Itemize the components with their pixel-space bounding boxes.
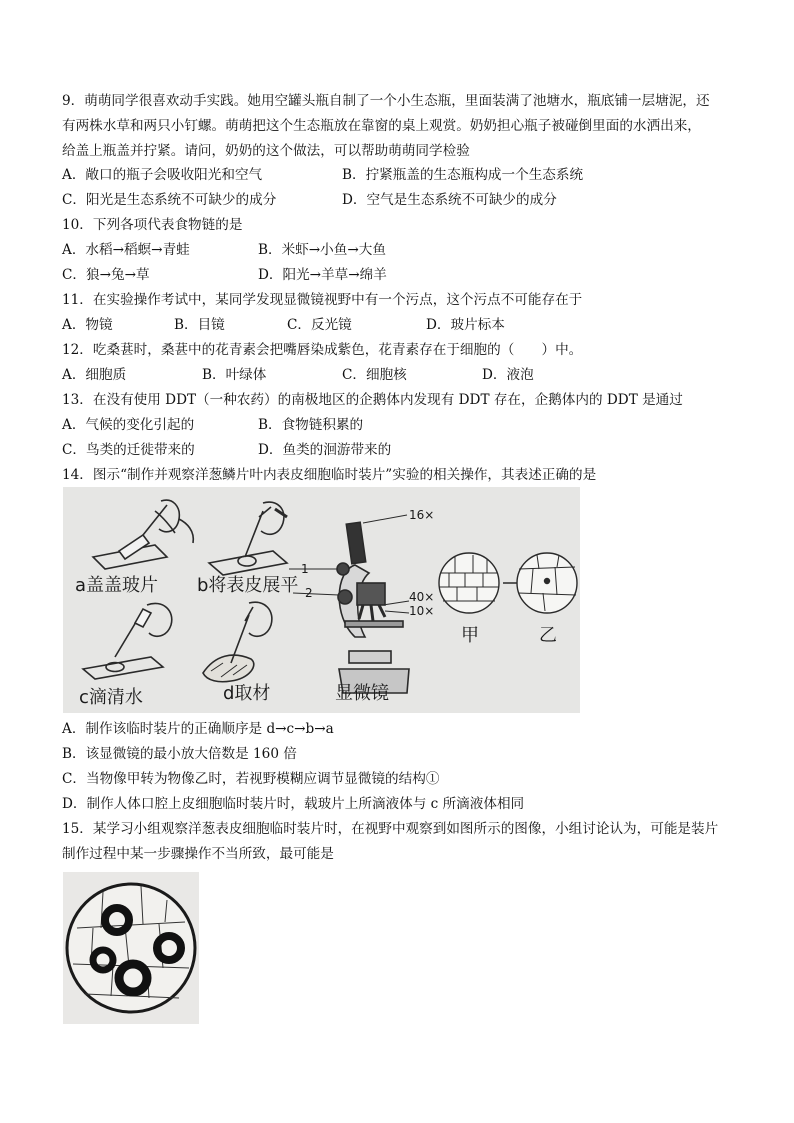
eyepiece-magnification: 16× xyxy=(409,508,435,522)
q15-stem-line-2: 制作过程中某一步骤操作不当所致，最可能是 xyxy=(62,846,334,862)
q14-option-c: C．当物像甲转为物像乙时，若视野模糊应调节显微镜的结构① xyxy=(62,771,440,787)
step-a-label: a盖盖玻片 xyxy=(75,575,159,596)
microscope-field-figure xyxy=(63,872,199,1024)
q10-option-c: C．狼→兔→草 xyxy=(62,267,150,283)
view-yi-illustration xyxy=(517,553,577,613)
step-c-label: c滴清水 xyxy=(79,687,143,708)
q13-stem: 13．在没有使用 DDT（一种农药）的南极地区的企鹅体内发现有 DDT 存在，企鹅体内的 DDT 是通过 xyxy=(62,392,683,408)
objective-40x-label: 40× xyxy=(409,590,435,604)
microscope-mark-2: 2 xyxy=(305,586,313,600)
q11-stem: 11．在实验操作考试中，某同学发现显微镜视野中有一个污点，这个污点不可能存在于 xyxy=(62,292,583,308)
view-jia-label: 甲 xyxy=(461,625,479,646)
q13-option-b: B．食物链积累的 xyxy=(258,417,364,433)
view-yi-label: 乙 xyxy=(539,625,557,646)
slide-preparation-figure xyxy=(63,487,580,713)
q12-option-d: D．液泡 xyxy=(482,367,534,383)
q12-option-a: A．细胞质 xyxy=(62,367,127,383)
step-a-illustration xyxy=(93,500,193,569)
q9-stem-line-1: 9．萌萌同学很喜欢动手实践。她用空罐头瓶自制了一个小生态瓶，里面装满了池塘水，瓶底铺一层塘泥，还 xyxy=(62,93,710,109)
q9-stem-line-2: 有两株水草和两只小钉螺。萌萌把这个生态瓶放在靠窗的桌上观赏。奶奶担心瓶子被碰倒里面的水洒出来， xyxy=(62,118,701,134)
q12-option-b: B．叶绿体 xyxy=(202,367,267,383)
step-b-label: b将表皮展平 xyxy=(197,575,299,596)
view-jia-illustration xyxy=(439,553,499,613)
q11-option-d: D．玻片标本 xyxy=(426,317,505,333)
q13-option-d: D．鱼类的洄游带来的 xyxy=(258,442,392,458)
q13-option-a: A．气候的变化引起的 xyxy=(62,417,195,433)
step-d-illustration xyxy=(203,602,272,682)
q10-stem: 10．下列各项代表食物链的是 xyxy=(62,217,243,233)
microscope-illustration xyxy=(289,515,409,693)
q9-option-b: B．拧紧瓶盖的生态瓶构成一个生态系统 xyxy=(342,167,584,183)
q11-option-b: B．目镜 xyxy=(174,317,225,333)
q10-option-a: A．水稻→稻螟→青蛙 xyxy=(62,242,190,258)
step-d-label: d取材 xyxy=(223,683,271,704)
q13-option-c: C．鸟类的迁徙带来的 xyxy=(62,442,195,458)
q12-stem: 12．吃桑葚时，桑葚中的花青素会把嘴唇染成紫色，花青素存在于细胞的（ ）中。 xyxy=(62,342,583,358)
q9-stem-line-3: 给盖上瓶盖并拧紧。请问，奶奶的这个做法，可以帮助萌萌同学检验 xyxy=(62,143,470,159)
q14-stem: 14．图示“制作并观察洋葱鳞片叶内表皮细胞临时装片”实验的相关操作，其表述正确的是 xyxy=(62,467,597,483)
q14-option-d: D．制作人体口腔上皮细胞临时装片时，载玻片上所滴液体与 c 所滴液体相同 xyxy=(62,796,525,812)
q10-option-d: D．阳光→羊草→绵羊 xyxy=(258,267,387,283)
q14-option-b: B．该显微镜的最小放大倍数是 160 倍 xyxy=(62,746,297,762)
step-c-illustration xyxy=(83,603,172,679)
microscope-label: 显微镜 xyxy=(335,683,389,704)
q11-option-c: C．反光镜 xyxy=(287,317,352,333)
q9-option-c: C．阳光是生态系统不可缺少的成分 xyxy=(62,192,277,208)
q15-stem-line-1: 15．某学习小组观察洋葱表皮细胞临时装片时，在视野中观察到如图所示的图像，小组讨论认为，可能是装片 xyxy=(62,821,719,837)
q10-option-b: B．米虾→小鱼→大鱼 xyxy=(258,242,386,258)
objective-10x-label: 10× xyxy=(409,604,435,618)
q11-option-a: A．物镜 xyxy=(62,317,113,333)
q9-option-a: A．敞口的瓶子会吸收阳光和空气 xyxy=(62,167,263,183)
q14-option-a: A．制作该临时装片的正确顺序是 d→c→b→a xyxy=(62,721,334,737)
microscope-mark-1: 1 xyxy=(301,562,309,576)
q9-option-d: D．空气是生态系统不可缺少的成分 xyxy=(342,192,557,208)
step-b-illustration xyxy=(209,502,287,575)
q12-option-c: C．细胞核 xyxy=(342,367,407,383)
